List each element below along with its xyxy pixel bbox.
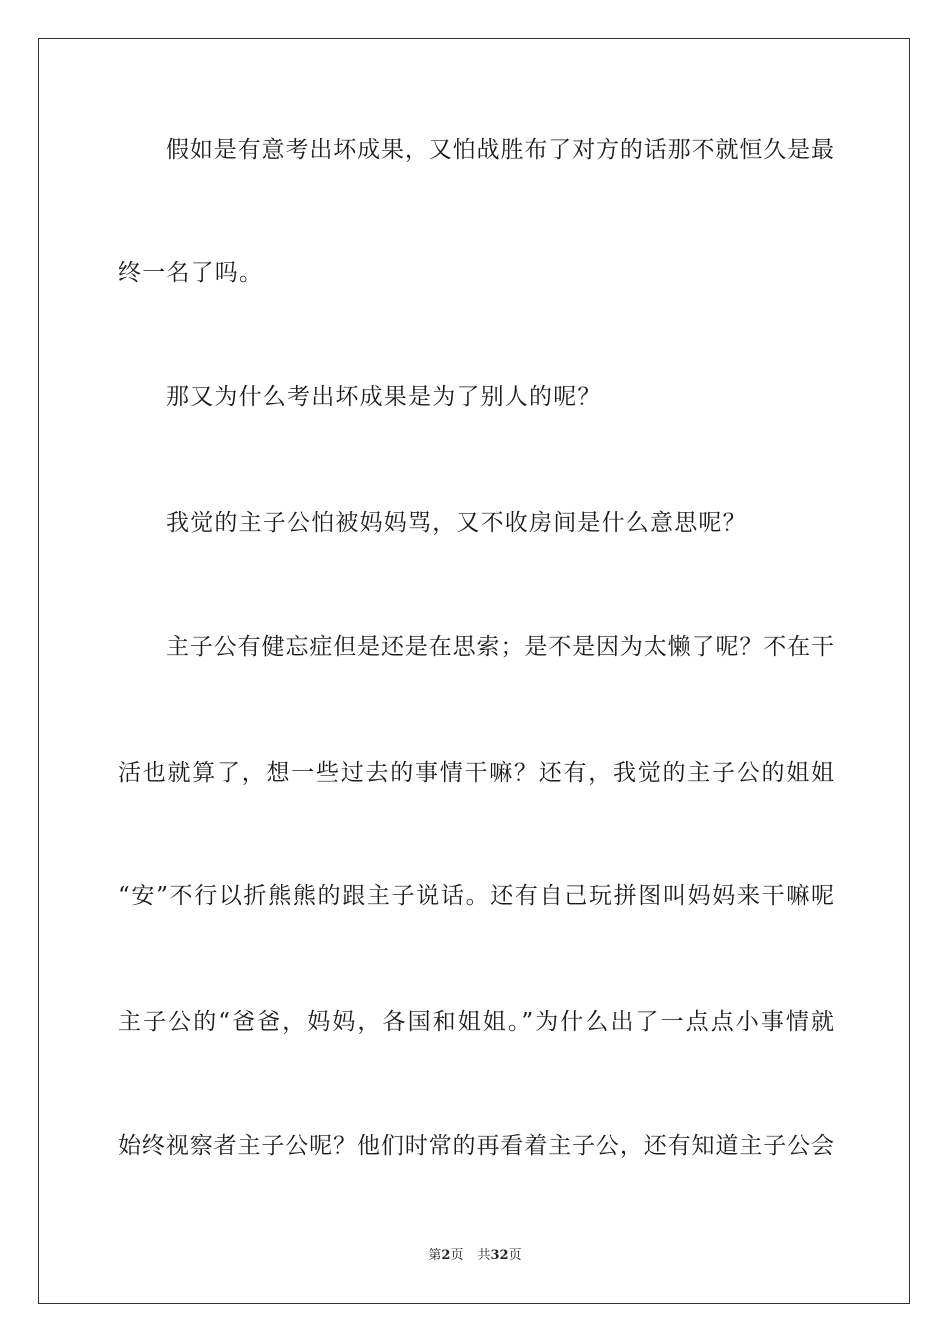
page-frame (38, 38, 910, 1304)
paragraph-line-3: 那又为什么考出坏成果是为了别人的呢？ (166, 384, 602, 410)
footer-total-prefix: 共 (477, 1248, 491, 1263)
paragraph-line-2: 终一名了吗。 (118, 260, 264, 286)
paragraph-line-4: 我觉的主子公怕被妈妈骂，又不收房间是什么意思呢？ (166, 510, 747, 536)
paragraph-line-8: 主子公的“爸爸，妈妈，各国和姐姐。”为什么出了一点点小事情就 (118, 1009, 834, 1035)
footer-page-prefix: 第 (428, 1248, 442, 1263)
footer-total-number: 32 (490, 1248, 509, 1263)
page-footer (0, 1247, 950, 1265)
footer-page-suffix: 页 (450, 1248, 464, 1263)
paragraph-line-9: 始终视察者主子公呢？他们时常的再看着主子公，还有知道主子公会 (118, 1133, 834, 1159)
paragraph-line-6: 活也就算了，想一些过去的事情干嘛？还有，我觉的主子公的姐姐 (118, 760, 834, 786)
paragraph-line-1: 假如是有意考出坏成果，又怕战胜布了对方的话那不就恒久是最 (166, 137, 834, 163)
paragraph-line-7: “安”不行以折熊熊的跟主子说话。还有自己玩拼图叫妈妈来干嘛呢 (118, 883, 834, 909)
footer-total-suffix: 页 (508, 1248, 522, 1263)
footer-page-number: 2 (441, 1248, 451, 1263)
paragraph-line-5: 主子公有健忘症但是还是在思索；是不是因为太懒了呢？不在干 (166, 634, 834, 660)
